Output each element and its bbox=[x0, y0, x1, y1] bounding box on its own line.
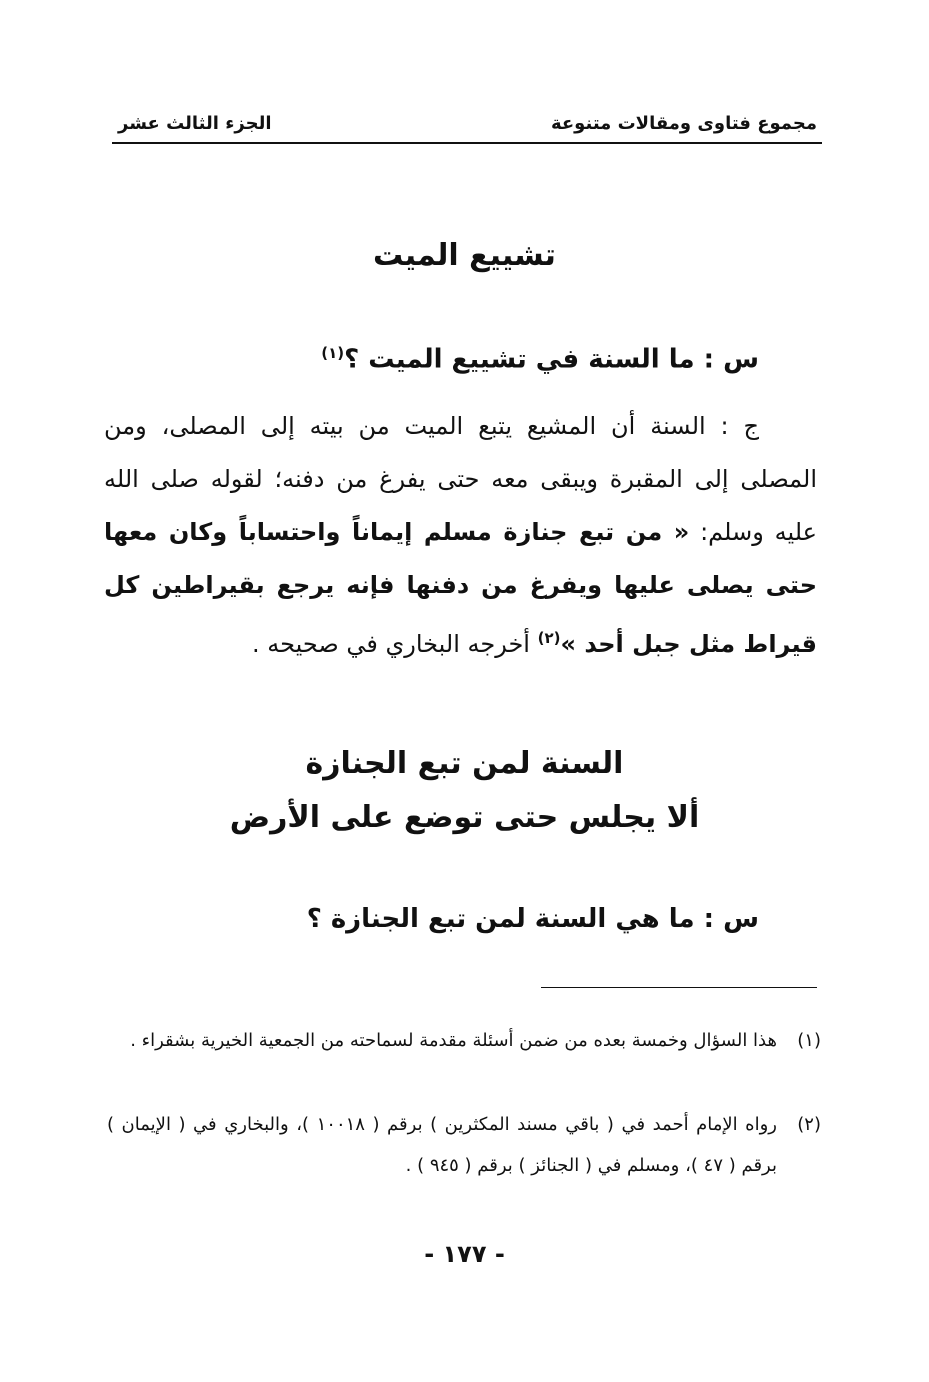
page-number: - ١٧٧ - bbox=[424, 1240, 505, 1268]
answer-1-text: ج : السنة أن المشيع يتبع الميت من بيته إلى المصلى، ومن المصلى إلى المقبرة ويبقى معه حتى يفرغ من دفنه؛ لقوله صلى الله عليه وسلم: bbox=[104, 412, 817, 546]
running-header-title: مجموع فتاوى ومقالات متنوعة bbox=[550, 113, 817, 134]
question-1 bbox=[321, 344, 759, 375]
section-title-line2: ألا يجلس حتى توضع على الأرض bbox=[229, 800, 700, 835]
footnote-2-number: (٢) bbox=[797, 1114, 821, 1135]
answer-1 bbox=[104, 400, 817, 671]
answer-1-source: أخرجه البخاري في صحيحه . bbox=[252, 630, 530, 658]
hadith-quote: « من تبع جنازة مسلم إيماناً واحتساباً وكان معها حتى يصلى عليها ويفرغ من دفنها فإنه يرجع بقيراطين كل قيراط مثل جبل أحد » bbox=[104, 518, 817, 658]
footnote-ref-2[interactable]: (٢) bbox=[537, 629, 561, 647]
section-title-tashyi: تشييع الميت bbox=[373, 238, 556, 273]
section-title-line1: السنة لمن تبع الجنازة bbox=[305, 746, 624, 781]
footnote-1-number: (١) bbox=[797, 1030, 821, 1051]
header-rule bbox=[112, 142, 822, 144]
footnote-2-text: رواه الإمام أحمد في ( باقي مسند المكثرين ) برقم ( ١٠٠١٨ )، والبخاري في ( الإيمان ) برقم ( ٤٧ )، ومسلم في ( الجنائز ) برقم ( ٩٤٥ ) . bbox=[107, 1114, 778, 1176]
footnote-ref-1[interactable]: (١) bbox=[321, 344, 345, 362]
footnote-1-text: هذا السؤال وخمسة بعده من ضمن أسئلة مقدمة لسماحته من الجمعية الخيرية بشقراء . bbox=[130, 1030, 777, 1051]
footnote-rule bbox=[541, 987, 817, 988]
question-2: س : ما هي السنة لمن تبع الجنازة ؟ bbox=[306, 904, 759, 934]
question-1-text: س : ما السنة في تشييع الميت ؟ bbox=[344, 344, 759, 375]
footnote-1 bbox=[107, 1020, 821, 1061]
running-header-volume: الجزء الثالث عشر bbox=[118, 113, 272, 134]
footnote-2 bbox=[107, 1104, 821, 1186]
